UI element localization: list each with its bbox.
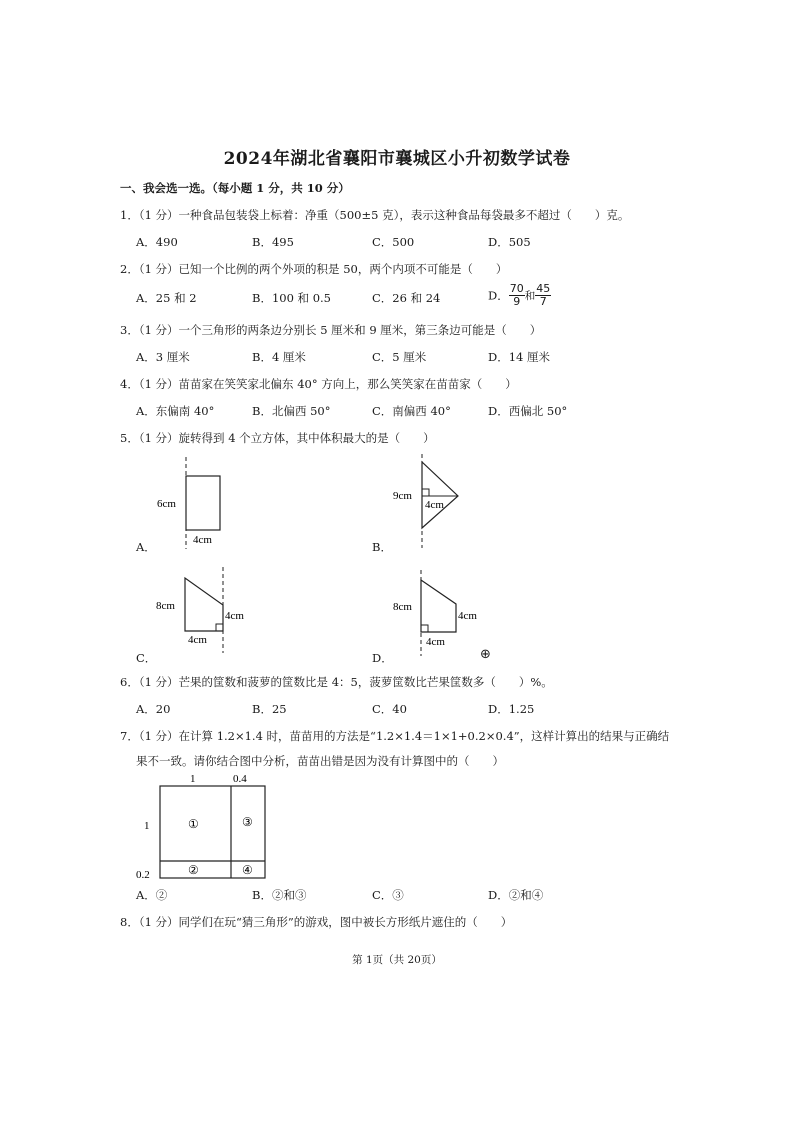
q2-option-a: A．25 和 2 (136, 291, 197, 305)
q3-option-b: B．4 厘米 (252, 350, 306, 364)
region-2-label: ② (188, 863, 199, 877)
figB-width-label: 4cm (425, 499, 444, 511)
grid-left-label-1: 1 (144, 820, 150, 832)
question-7: 7．（1 分）在计算 1.2×1.4 时，苗苗用的方法是“1.2×1.4＝1×1+0.2×0.4”，这样计算出的结果与正确结 (120, 729, 670, 743)
q1-option-d: D．505 (488, 235, 531, 249)
trapezoid-shape (421, 580, 456, 632)
q2-option-b: B．100 和 0.5 (252, 291, 332, 305)
figure-a-rectangle (150, 455, 240, 550)
q4-option-b: B．北偏西 50° (252, 404, 331, 418)
question-6: 6．（1 分）芒果的筐数和菠萝的筐数比是 4：5，菠萝筐数比芒果筐数多（ ）%。 (120, 675, 553, 689)
figD-right-label: 4cm (458, 610, 477, 622)
q5-option-c: C． (136, 651, 157, 665)
frac-num: 45 (536, 282, 551, 295)
q3-option-c: C．5 厘米 (372, 350, 427, 364)
region-3-label: ③ (242, 815, 253, 829)
figB-height-label: 9cm (393, 490, 412, 502)
rectangle-shape (186, 476, 220, 530)
frac-num: 70 (509, 282, 524, 295)
q1-option-c: C．500 (372, 235, 415, 249)
right-angle-mark (216, 624, 223, 631)
q6-option-d: D．1.25 (488, 702, 535, 716)
q4-option-d: D．西偏北 50° (488, 404, 568, 418)
grid-top-label-1: 1 (190, 773, 196, 785)
region-1-label: ① (188, 817, 199, 831)
figD-width-label: 4cm (426, 636, 445, 648)
q2-option-d (488, 283, 551, 308)
figC-height-label: 8cm (156, 600, 175, 612)
region-4-label: ④ (242, 863, 253, 877)
q7-option-b: B．②和③ (252, 888, 307, 902)
q1-option-b: B．495 (252, 235, 294, 249)
q5-option-d: D． (372, 651, 393, 665)
figure-b-triangle (388, 452, 478, 550)
question-3: 3．（1 分）一个三角形的两条边分别长 5 厘米和 9 厘米，第三条边可能是（ ） (120, 323, 542, 337)
figC-width-label: 4cm (188, 634, 207, 646)
q2-option-c: C．26 和 24 (372, 291, 441, 305)
q6-option-b: B．25 (252, 702, 287, 716)
figure-c-trapezoid (152, 565, 262, 655)
figA-width-label: 4cm (193, 534, 212, 546)
q3-option-a: A．3 厘米 (136, 350, 190, 364)
q5-option-b: B． (372, 540, 392, 554)
question-5: 5．（1 分）旋转得到 4 个立方体，其中体积最大的是（ ） (120, 431, 435, 445)
area-grid-figure (136, 770, 276, 882)
q6-option-c: C．40 (372, 702, 407, 716)
figure-d-trapezoid (388, 568, 498, 658)
fraction-45-7 (535, 283, 551, 308)
q6-option-a: A．20 (136, 702, 171, 716)
section-heading: 一、我会选一选。（每小题 1 分，共 10 分） (120, 181, 350, 195)
question-8: 8．（1 分）同学们在玩“猜三角形”的游戏，图中被长方形纸片遮住的（ ） (120, 915, 513, 929)
figA-height-label: 6cm (157, 498, 176, 510)
right-angle-mark (421, 625, 428, 632)
question-2: 2．（1 分）已知一个比例的两个外项的积是 50，两个内项不可能是（ ） (120, 262, 508, 276)
grid-left-label-2: 0.2 (136, 869, 150, 881)
q5-option-a: A． (136, 540, 156, 554)
figC-right-label: 4cm (225, 610, 244, 622)
question-7-line2: 果不一致。请你结合图中分析，苗苗出错是因为没有计算图中的（ ） (136, 754, 504, 768)
question-1: 1．（1 分）一种食品包装袋上标着：净重（500±5 克），表示这种食品每袋最多不超过（ ）克。 (120, 208, 630, 222)
q7-option-a: A．② (136, 888, 168, 902)
q1-option-a: A．490 (136, 235, 178, 249)
frac-den: 7 (539, 295, 547, 308)
q3-option-d: D．14 厘米 (488, 350, 551, 364)
crosshair-mark: ⊕ (480, 647, 491, 662)
frac-den: 9 (513, 295, 521, 308)
q7-option-d: D．②和④ (488, 888, 544, 902)
grid-top-label-2: 0.4 (233, 773, 247, 785)
figD-height-label: 8cm (393, 601, 412, 613)
page-title: 2024年湖北省襄阳市襄城区小升初数学试卷 (223, 149, 571, 169)
page-footer: 第 1页（共 20页） (352, 954, 442, 966)
q4-option-c: C．南偏西 40° (372, 404, 451, 418)
question-4: 4．（1 分）苗苗家在笑笑家北偏东 40° 方向上，那么笑笑家在苗苗家（ ） (120, 377, 517, 391)
fraction-70-9 (509, 283, 525, 308)
q2-option-d-label: D． (488, 288, 509, 303)
triangle-shape (422, 462, 458, 528)
trapezoid-shape (185, 578, 223, 631)
right-angle-mark (422, 489, 429, 496)
frac-join: 和 (524, 290, 536, 302)
q4-option-a: A．东偏南 40° (136, 404, 215, 418)
q7-option-c: C．③ (372, 888, 404, 902)
